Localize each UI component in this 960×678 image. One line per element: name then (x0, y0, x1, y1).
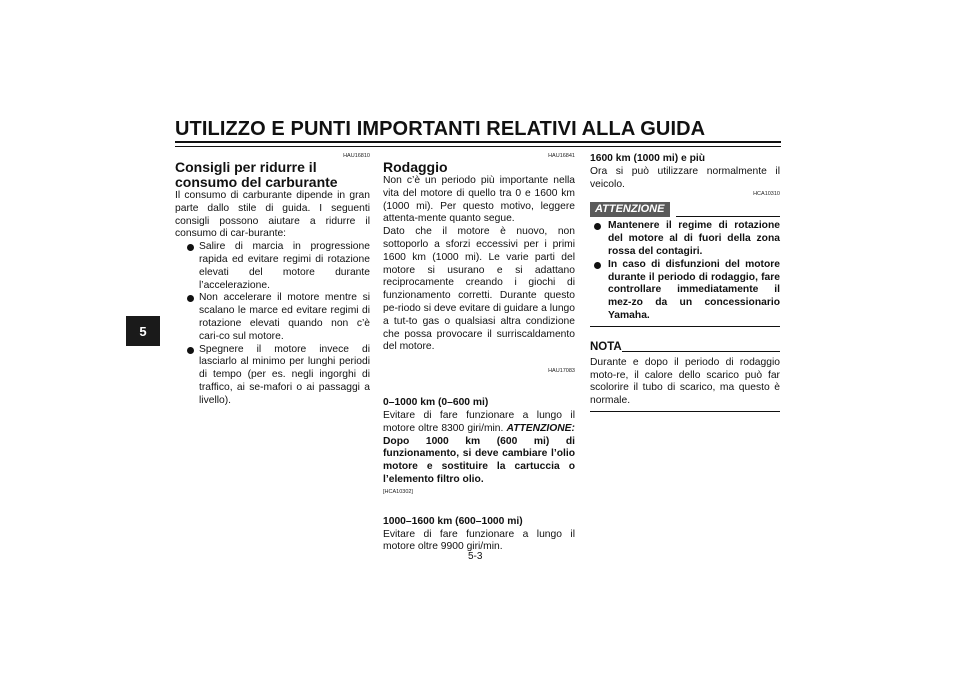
break-in-paragraph-2: Dato che il motore è nuovo, non sottoporlo a sforzi eccessivi per i primi 1600 km (1000 mi). Le varie parti del motore si usurano e si adattano reciprocamente creando i giochi di funzionamento corretti. Durante questo pe-riodo si deve evitare di guidare a lungo a tut-to gas o qualsiasi altra condizione che possa provocare il surriscaldamento del motore. (383, 226, 575, 353)
header-rule (175, 141, 781, 143)
warning-code: [HCA10302] (383, 488, 413, 495)
break-in-stage-2-title: 1000–1600 km (600–1000 mi) (383, 515, 523, 527)
section-heading-break-in: Rodaggio (383, 159, 448, 175)
note-rule (622, 351, 780, 352)
section-code: HAU17083 (548, 368, 575, 375)
note-text: Durante e dopo il periodo di rodaggio moto-re, il calore dello scarico può far scolorire il tubo di scarico, ma questo è normale. (590, 356, 780, 407)
section-code: HAU16810 (343, 153, 370, 159)
list-item: In caso di disfunzioni del motore durante il periodo di rodaggio, fare controllare immediatamente il mez-zo da un concessionario Yamaha. (596, 259, 780, 323)
header-rule-thin (175, 146, 781, 147)
column-after-break-in (590, 153, 780, 412)
list-item: Spegnere il motore invece di lasciarlo al minimo per lunghi periodi di tempo (per es. negli ingorghi di traffico, ai se-mafori o ai passaggi a livello). (189, 344, 370, 408)
break-in-stage-1-text: Evitare di fare funzionare a lungo il motore oltre 8300 giri/min. ATTENZIONE: Dopo 1000 km (600 mi) di funzionamento, si deve cambiare l’olio motore e sostituire la cartuccia o l’elemento filtro olio. (383, 409, 575, 485)
column-break-in (383, 153, 575, 554)
list-item: Non accelerare il motore mentre si scalano le marce ed evitare regimi di rotazione elevati quando non c’è cari-co sul motore. (189, 292, 370, 343)
break-in-stage-1-title: 0–1000 km (0–600 mi) (383, 397, 489, 409)
break-in-stage-3-title: 1600 km (1000 mi) e più (590, 153, 706, 164)
bullet-icon (594, 262, 601, 269)
chapter-tab: 5 (126, 316, 160, 346)
caution-header (590, 202, 780, 218)
bullet-icon (594, 223, 601, 230)
bullet-icon (187, 347, 194, 354)
bullet-icon (187, 244, 194, 251)
fuel-tips-list (175, 241, 370, 407)
section-code: HAU16841 (548, 153, 575, 159)
caution-rule (676, 216, 780, 217)
caution-badge: ATTENZIONE (590, 202, 670, 217)
warning-label: ATTENZIONE: (506, 422, 575, 434)
list-item: Mantenere il regime di rotazione del motore al di fuori della zona rossa del contagiri. (596, 220, 780, 258)
warning-text: Dopo 1000 km (600 mi) di funzionamento, si deve cambiare l’olio motore e sostituire la cartuccia o l’elemento filtro olio. (383, 435, 575, 485)
page-header-title: UTILIZZO E PUNTI IMPORTANTI RELATIVI ALLA GUIDA (175, 118, 706, 140)
note-header (590, 341, 780, 355)
section-heading-fuel: Consigli per ridurre il consumo del carburante (175, 159, 338, 190)
bullet-icon (187, 295, 194, 302)
break-in-stage-2-text: Evitare di fare funzionare a lungo il motore oltre 9900 giri/min. (383, 528, 575, 553)
note-label: NOTA (590, 340, 622, 353)
break-in-paragraph-1: Non c’è un periodo più importante nella vita del motore di quello tra 0 e 1600 km (1000 mi). Per questo motivo, leggere attenta-mente quanto segue. (383, 175, 575, 225)
caution-list (590, 220, 780, 322)
caution-code: HCA10310 (753, 191, 780, 198)
note-bottom-rule (590, 411, 780, 412)
list-item: Salire di marcia in progressione rapida ed evitare regimi di rotazione elevati del motore durante l’accelerazione. (189, 241, 370, 292)
break-in-stage-3-text: Ora si può utilizzare normalmente il veicolo. (590, 165, 780, 190)
fuel-intro: Il consumo di carburante dipende in gran parte dallo stile di guida. I seguenti consigli possono aiutare a ridurre il consumo di car-burante: (175, 190, 370, 240)
page-number: 5-3 (468, 551, 483, 562)
caution-bottom-rule (590, 326, 780, 327)
column-fuel-tips (175, 153, 370, 408)
